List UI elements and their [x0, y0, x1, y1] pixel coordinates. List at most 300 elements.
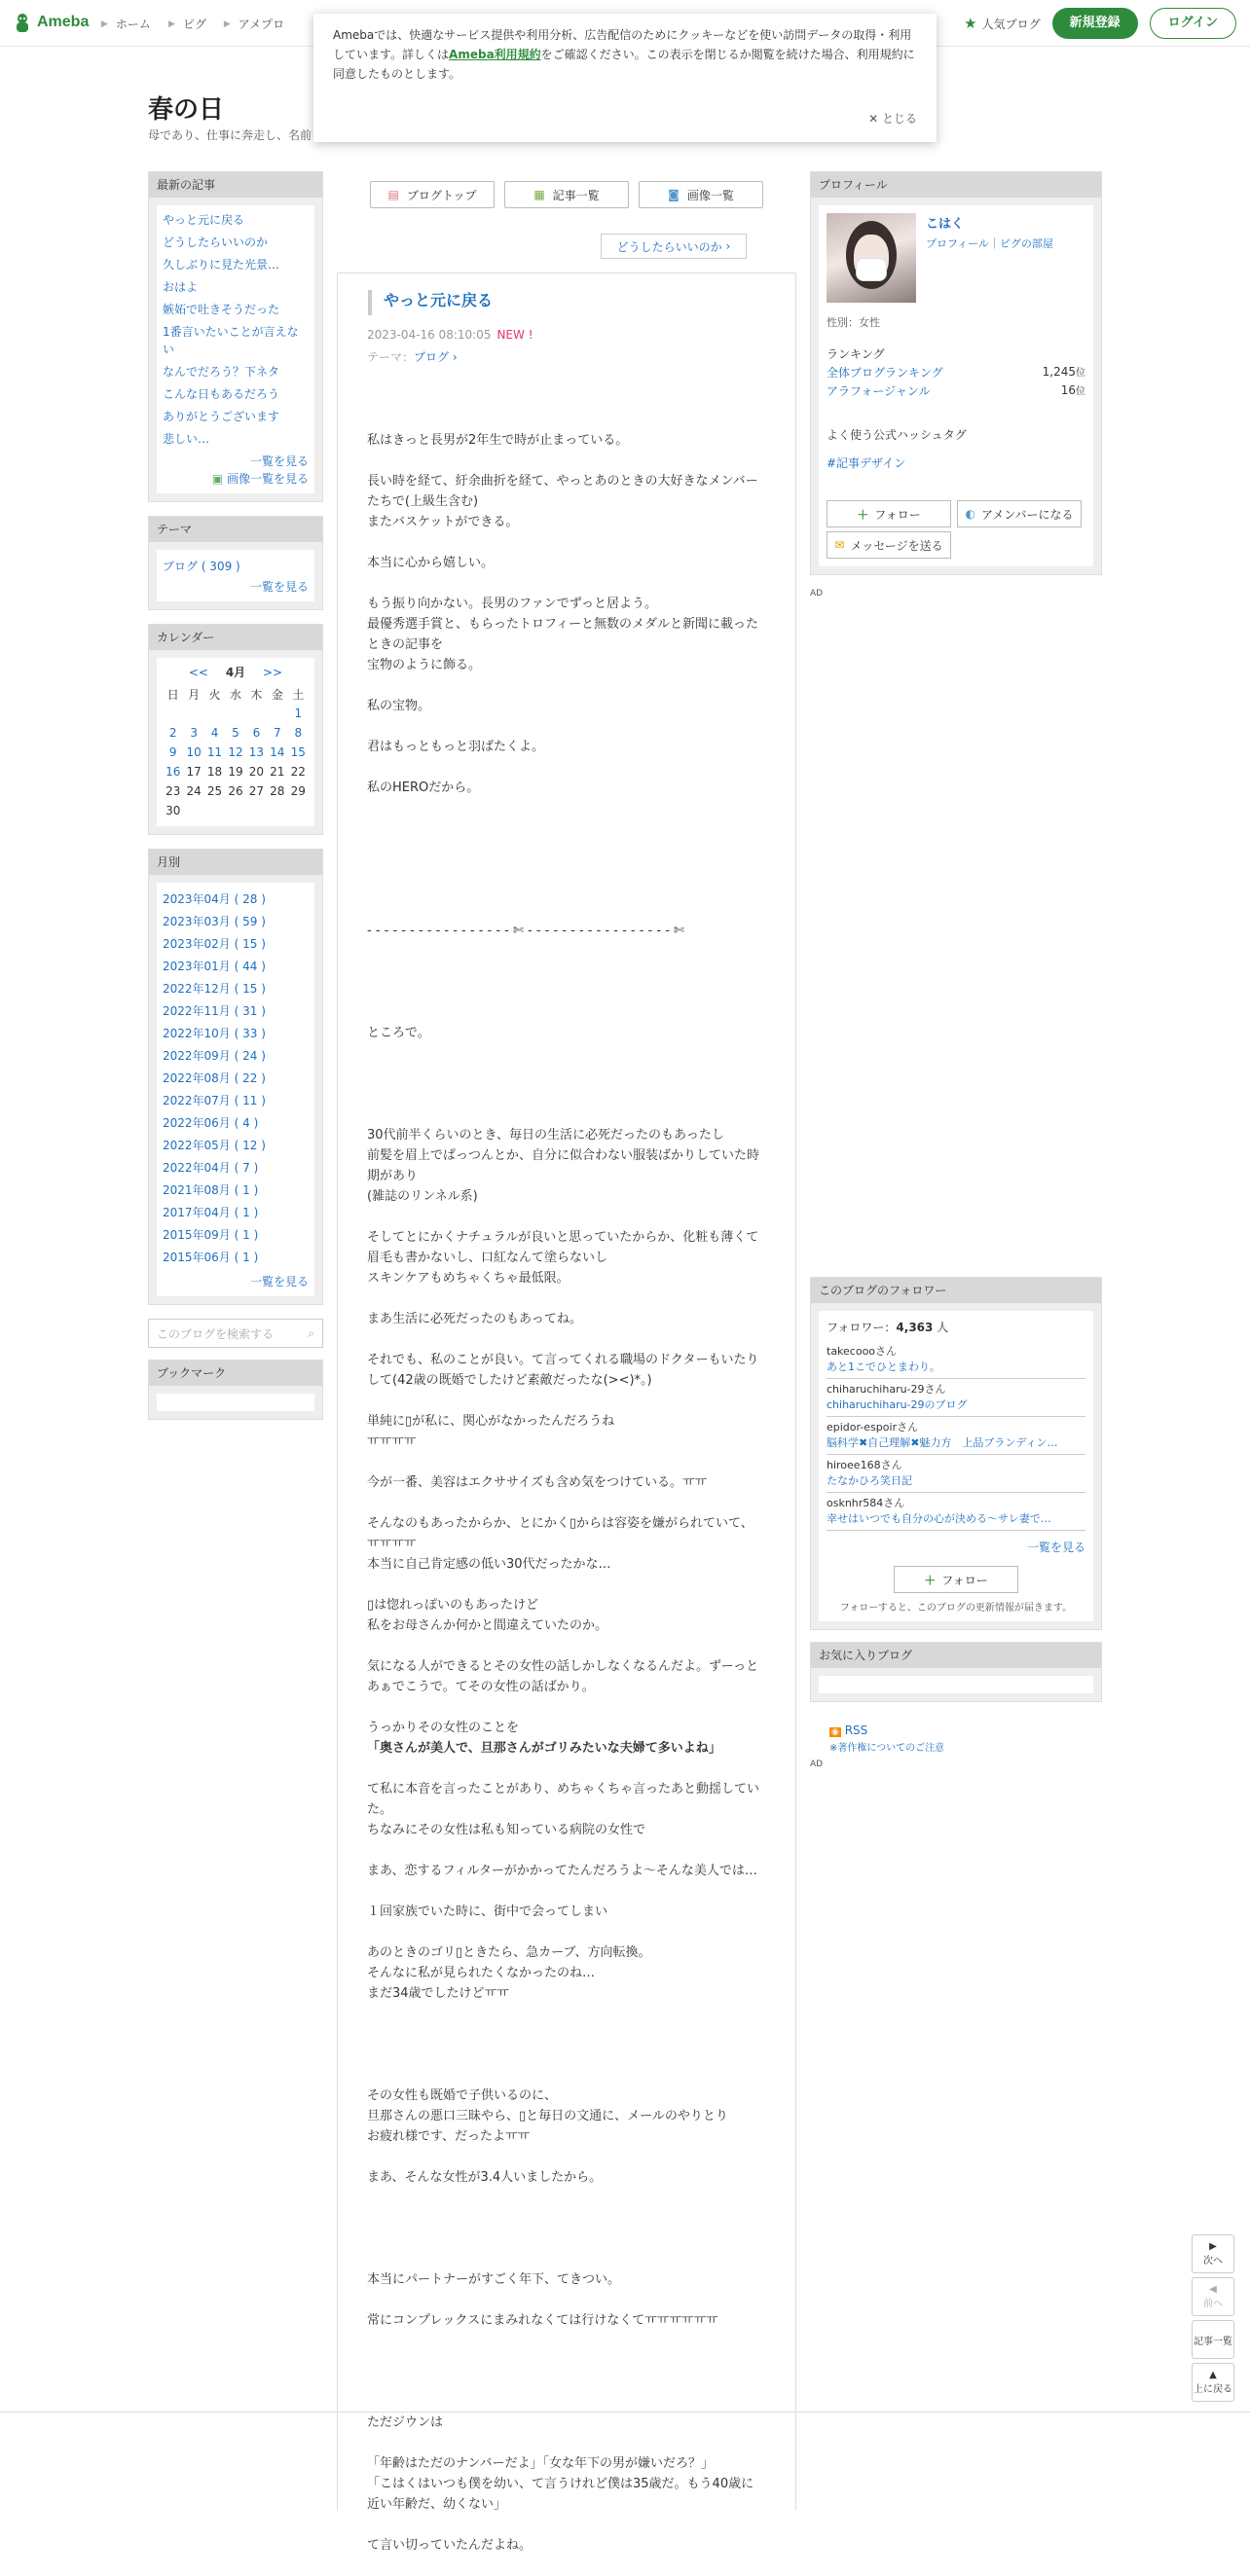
monthly-item[interactable] [163, 911, 309, 933]
entry-paragraph [367, 921, 764, 941]
monthly-item[interactable] [163, 1224, 309, 1247]
entry-line [367, 410, 764, 430]
monthly-item[interactable] [163, 889, 309, 911]
entry-line: まだ34歳でしたけどㅠㅠ [367, 1986, 509, 2001]
next-entry-label: 次へ [1203, 2256, 1223, 2267]
calendar-day[interactable]: 16 [165, 765, 181, 779]
entry-line: スキンケアもめちゃくちゃ最低限。 [367, 1271, 570, 1286]
tab-blog-top[interactable] [370, 181, 495, 208]
calendar-day: 29 [290, 784, 306, 798]
paragraph-gap [367, 2290, 764, 2310]
search-placeholder: このブログを検索する [157, 1326, 275, 1341]
recent-entry-item[interactable] [163, 408, 309, 425]
calendar-day[interactable]: 5 [232, 726, 239, 740]
profile-links[interactable]: プロフィール｜ピグの部屋 [926, 237, 1053, 250]
previous-post-label: どうしたらいいのか [616, 239, 722, 254]
paragraph-gap [367, 941, 764, 961]
header-actions [964, 8, 1236, 39]
calendar-day [267, 801, 287, 820]
monthly-list [163, 889, 309, 1269]
entry-line [367, 2229, 764, 2249]
rss-icon: ◉ [831, 1727, 839, 1737]
entry-date [367, 328, 533, 342]
prev-entry-label: 前へ [1203, 2299, 1223, 2309]
entry-line [367, 1084, 764, 1105]
nav-home[interactable] [101, 16, 151, 32]
entry-paragraph [367, 737, 764, 757]
recent-entry-item[interactable] [163, 430, 309, 448]
paragraph-gap [367, 573, 764, 594]
recent-entry-item[interactable] [163, 323, 309, 358]
monthly-item[interactable] [163, 1202, 309, 1224]
blog-tabs [370, 181, 763, 208]
ranking-value: 16 [1060, 383, 1076, 397]
calendar-day[interactable]: 14 [270, 745, 285, 759]
monthly-link[interactable]: 2023年03月 ( 59 ) [163, 915, 266, 928]
monthly-link[interactable]: 2017年04月 ( 1 ) [163, 1206, 259, 1219]
bookmark-inner [157, 1394, 314, 1411]
avatar[interactable] [827, 213, 916, 303]
entry-line: 長い時を経て、紆余曲折を経て、やっとあのときの大好きなメンバーたちで(上級生含む) [367, 474, 758, 509]
paragraph-gap [367, 1452, 764, 1472]
prev-entry-button[interactable] [1192, 2277, 1234, 2316]
entry-paragraph [367, 2269, 764, 2290]
theme-more-label[interactable]: 一覧を見る [249, 580, 309, 594]
entry-line: その女性も既婚で子供いるのに、 [367, 2088, 558, 2103]
hashtag-link[interactable] [827, 454, 1085, 471]
calendar-week-row [163, 743, 309, 762]
entry-title[interactable]: やっと元に戻る [368, 290, 493, 315]
calendar-day[interactable]: 6 [252, 726, 261, 740]
monthly-item[interactable] [163, 1135, 309, 1157]
entry-paragraph [367, 1064, 764, 1105]
entry-body [367, 389, 764, 2576]
paragraph-gap [367, 1002, 764, 1023]
calendar-day [183, 801, 203, 820]
recent-entry-item[interactable] [163, 234, 309, 251]
follower-blog-link[interactable]: あと1こでひとまわり。 [827, 1361, 940, 1373]
recent-entry-link[interactable]: ありがとうございます [163, 410, 280, 423]
monthly-item[interactable] [163, 1112, 309, 1135]
followers-box [810, 1277, 1102, 1630]
entry-paragraph [367, 1779, 764, 1840]
ranking-label[interactable]: 全体ブログランキング [827, 366, 943, 380]
calendar-day[interactable]: 3 [190, 726, 198, 740]
ranking-row [827, 364, 1085, 381]
recent-entry-item[interactable] [163, 385, 309, 403]
ranking-value-wrap [1061, 382, 1085, 399]
monthly-more-link[interactable] [163, 1273, 309, 1290]
recent-entry-item[interactable] [163, 211, 309, 229]
calendar-day: 30 [165, 804, 181, 817]
paragraph-gap [367, 1493, 764, 1513]
calendar-day: 27 [248, 784, 265, 798]
calendar-prev[interactable]: << [188, 666, 208, 679]
follower-item[interactable] [827, 1379, 1085, 1417]
entry-paragraph [367, 553, 764, 573]
monthly-item[interactable] [163, 1045, 309, 1068]
follow-note: フォローすると、このブログの更新情報が届きます。 [839, 1603, 1073, 1614]
recent-entry-link[interactable]: 嫉妬で吐きそうだった [163, 303, 280, 316]
calendar-week-row [163, 723, 309, 743]
paragraph-gap [367, 451, 764, 471]
ameba-logo[interactable] [12, 12, 89, 33]
monthly-link[interactable]: 2022年05月 ( 12 ) [163, 1139, 266, 1152]
paragraph-gap [367, 1697, 764, 1718]
calendar-day[interactable]: 7 [274, 726, 281, 740]
monthly-item[interactable] [163, 1000, 309, 1023]
calendar-weekday: 月 [188, 687, 201, 702]
chevron-right-icon: › [725, 239, 731, 253]
copyright-link[interactable] [829, 1739, 1102, 1754]
entry-paragraph [367, 389, 764, 451]
monthly-inner [157, 883, 314, 1296]
follow-label-2: フォロー [941, 1573, 988, 1587]
entry-line [367, 389, 764, 410]
calendar-day[interactable]: 9 [168, 745, 177, 759]
calendar-nav [163, 664, 309, 680]
entry-line [367, 880, 764, 900]
nav-amepro[interactable] [224, 16, 284, 32]
entry-paragraph [367, 1309, 764, 1329]
search-icon[interactable]: ⌕ [308, 1325, 314, 1340]
login-button[interactable]: ログイン [1150, 8, 1236, 39]
monthly-item[interactable] [163, 978, 309, 1000]
calendar-day: 26 [228, 784, 243, 798]
monthly-link[interactable]: 2022年07月 ( 11 ) [163, 1094, 266, 1107]
monthly-link[interactable]: 2023年02月 ( 15 ) [163, 937, 266, 951]
entry-paragraph [367, 961, 764, 1002]
entry-line: 「年齢はただのナンバーだよ」「女な年下の男が嫌いだろ？」 [367, 2456, 714, 2471]
calendar-weekday: 木 [250, 687, 263, 702]
followers-more-label[interactable]: 一覧を見る [1026, 1541, 1085, 1554]
entry-paragraph [367, 1472, 764, 1493]
cookie-text-2: をご確認ください。この表示を閉じるか閲覧を続けた場合、利用規約に同意したものとします。 [333, 48, 915, 81]
entry-line [367, 2208, 764, 2229]
recent-entry-link[interactable]: やっと元に戻る [163, 213, 245, 227]
entry-paragraph [367, 1656, 764, 1697]
follower-item[interactable] [827, 1341, 1085, 1379]
monthly-item[interactable] [163, 933, 309, 956]
entry-list-button[interactable] [1192, 2320, 1234, 2359]
entry-line [367, 982, 764, 1002]
monthly-heading: 月別 [149, 850, 322, 875]
tab-entry-list-label: 記事一覧 [552, 188, 600, 202]
entry-paragraph [367, 1227, 764, 1288]
follower-item[interactable] [827, 1493, 1085, 1531]
calendar-day[interactable]: 11 [206, 745, 223, 759]
ranking-heading: ランキング [827, 347, 885, 361]
entry-line: 最優秀選手賞と、もらったトロフィーと無数のメダルと新聞に載ったときの記事を [367, 617, 758, 652]
monthly-item[interactable] [163, 1068, 309, 1090]
follow-label: フォロー [874, 507, 921, 522]
entry-paragraph [367, 1595, 764, 1636]
calendar-weekday: 金 [271, 687, 283, 702]
entry-paragraph [367, 1125, 764, 1207]
hashtag-label[interactable]: #記事デザイン [827, 456, 906, 470]
calendar-day[interactable]: 13 [248, 745, 265, 759]
blog-icon: ▤ [387, 188, 399, 201]
entry-line: 旦那さんの悪口三昧やら、▯と毎日の文通に、メールのやりとり [367, 2109, 728, 2123]
entry-paragraph [367, 1513, 764, 1575]
monthly-item[interactable] [163, 956, 309, 978]
monthly-link[interactable]: 2023年04月 ( 28 ) [163, 892, 266, 906]
calendar-week-row [163, 781, 309, 801]
ranking-unit: 位 [1076, 386, 1085, 397]
profile-heading: プロフィール [811, 172, 1101, 198]
rss-label[interactable]: RSS [844, 1723, 868, 1737]
monthly-link[interactable]: 2022年10月 ( 33 ) [163, 1027, 266, 1040]
bookmark-box [148, 1360, 323, 1420]
calendar-day[interactable]: 15 [290, 745, 306, 759]
monthly-item[interactable] [163, 1247, 309, 1269]
profile-name[interactable]: こはく [926, 217, 965, 232]
blog-description: 母であり、仕事に奔走し、名前 [148, 128, 312, 142]
plus-icon: ＋ [924, 1573, 937, 1587]
play-icon: ▶ [1209, 2241, 1217, 2252]
calendar-next[interactable]: >> [263, 666, 283, 679]
entry-paragraph [367, 818, 764, 900]
recent-more-link[interactable] [163, 453, 309, 470]
monthly-link[interactable]: 2021年08月 ( 1 ) [163, 1183, 259, 1197]
register-button[interactable]: 新規登録 [1052, 8, 1138, 39]
paragraph-gap [367, 2147, 764, 2167]
recent-entry-link[interactable]: 1番言いたいことが言えない [163, 325, 299, 356]
monthly-link[interactable]: 2022年09月 ( 24 ) [163, 1049, 266, 1063]
paragraph-gap [367, 1922, 764, 1942]
calendar-day [267, 704, 287, 723]
recent-more-label[interactable]: 一覧を見る [249, 454, 309, 468]
chevron-right-icon: ▶ [223, 18, 231, 29]
tab-image-list[interactable] [639, 181, 763, 208]
recent-entry-link[interactable]: 悲しい… [163, 432, 210, 446]
popular-blog-link[interactable] [964, 15, 1040, 32]
recent-entries-box [148, 171, 323, 502]
close-icon: ✕ [868, 112, 882, 126]
entry-paragraph [367, 2310, 764, 2331]
calendar-day [246, 801, 267, 820]
entry-theme-link[interactable]: ブログ [414, 350, 450, 364]
entry-line: １回家族でいた時に、街中で会ってしまい [367, 1905, 608, 1919]
blog-search-input[interactable] [148, 1319, 323, 1348]
monthly-link[interactable]: 2023年01月 ( 44 ) [163, 960, 266, 973]
profile-gender: 性別：女性 [827, 316, 880, 329]
calendar-day [246, 704, 267, 723]
entry-line: まあ、恋するフィルターがかかってたんだろうよ〜そんな美人では… [367, 1864, 757, 1878]
paragraph-gap [367, 1043, 764, 1064]
entry-line: そしてとにかくナチュラルが良いと思っていたからか、化粧も薄くて [367, 1230, 759, 1245]
chevron-right-icon: ▶ [101, 18, 108, 29]
follower-item[interactable] [827, 1417, 1085, 1455]
calendar-day: 25 [206, 784, 223, 798]
monthly-box [148, 849, 323, 1305]
ranking-label[interactable]: アラフォージャンル [827, 384, 931, 398]
monthly-item[interactable] [163, 1179, 309, 1202]
followers-inner [819, 1311, 1093, 1621]
profile-inner [819, 205, 1093, 566]
monthly-more-label[interactable]: 一覧を見る [249, 1275, 309, 1288]
monthly-item[interactable] [163, 1090, 309, 1112]
calendar-day: 18 [206, 765, 223, 779]
calendar-day [204, 704, 225, 723]
theme-more-link[interactable] [163, 578, 309, 596]
recent-entry-link[interactable]: どうしたらいいのか [163, 236, 269, 249]
calendar-day[interactable]: 12 [228, 745, 243, 759]
calendar-day [204, 801, 225, 820]
monthly-item[interactable] [163, 1023, 309, 1045]
paragraph-gap [367, 2433, 764, 2453]
paragraph-gap [367, 1391, 764, 1411]
calendar-day[interactable]: 4 [210, 726, 219, 740]
entry-line: て私に本音を言ったことがあり、めちゃくちゃ言ったあと動揺していた。 [367, 1782, 760, 1817]
chevron-right-icon: › [452, 350, 458, 364]
global-nav [101, 16, 284, 32]
theme-item-label[interactable]: ブログ ( 309 ) [163, 560, 240, 573]
monthly-link[interactable]: 2022年06月 ( 4 ) [163, 1116, 259, 1130]
paragraph-gap [367, 2556, 764, 2576]
calendar-day: 28 [270, 784, 285, 798]
cookie-close-button[interactable] [868, 109, 917, 128]
entry-line: まあ生活に必死だったのもあってね。 [367, 1312, 582, 1326]
images-link[interactable] [163, 470, 309, 488]
star-icon: ★ [964, 15, 977, 32]
hashtag-heading: よく使う公式ハッシュタグ [827, 428, 967, 442]
copyright-label[interactable]: ※著作権についてのご注意 [829, 1743, 945, 1754]
favorite-blogs-box [810, 1642, 1102, 1702]
calendar-day[interactable]: 8 [294, 726, 303, 740]
entry-line: 私のHEROだから。 [367, 780, 480, 795]
calendar-weekday: 水 [229, 687, 241, 702]
amember-button[interactable] [957, 500, 1082, 527]
calendar-weekday: 土 [292, 687, 305, 702]
paragraph-gap [367, 2065, 764, 2086]
terms-link[interactable]: Ameba利用規約 [449, 48, 541, 61]
recent-entry-link[interactable]: なんでだろう？下ネタ [163, 365, 280, 379]
follow-button-2[interactable] [894, 1566, 1018, 1593]
back-to-top-button[interactable] [1192, 2363, 1234, 2402]
calendar-day: 24 [186, 784, 202, 798]
mail-icon: ✉ [834, 538, 845, 552]
recent-entry-item[interactable] [163, 256, 309, 273]
left-sidebar [148, 171, 323, 1433]
entry-line: 30代前半くらいのとき、毎日の生活に必死だったのもあったし [367, 1128, 724, 1143]
next-entry-button[interactable] [1192, 2234, 1234, 2273]
follow-button[interactable] [827, 500, 951, 527]
recent-entry-link[interactable]: おはよ [163, 280, 199, 294]
follower-name: chiharuchiharu-29さん [827, 1383, 946, 1396]
theme-item[interactable] [163, 556, 309, 578]
entry-line: 本当にパートナーがすごく年下、てきつい。 [367, 2272, 621, 2287]
previous-post-link[interactable] [601, 234, 747, 259]
entry-line: 宝物のように飾る。 [367, 658, 482, 672]
monthly-item[interactable] [163, 1157, 309, 1179]
calendar-weekday: 火 [208, 687, 221, 702]
entry-paragraph [367, 2535, 764, 2556]
rss-link[interactable] [829, 1723, 1102, 1737]
follower-item[interactable] [827, 1455, 1085, 1493]
monthly-link[interactable]: 2022年12月 ( 15 ) [163, 982, 266, 996]
follower-blog-link[interactable]: たなかひろ笑日記 [827, 1474, 912, 1487]
ranking-value: 1,245 [1042, 365, 1076, 379]
tab-entry-list[interactable] [504, 181, 629, 208]
recent-entry-item[interactable] [163, 278, 309, 296]
paragraph-gap [367, 757, 764, 778]
bookmark-heading: ブックマーク [149, 1361, 322, 1386]
paragraph-gap [367, 1840, 764, 1861]
ameba-logo-icon [12, 12, 33, 33]
message-button[interactable] [827, 531, 951, 559]
follower-name: takecoooさん [827, 1345, 898, 1358]
monthly-link[interactable]: 2015年06月 ( 1 ) [163, 1251, 259, 1264]
follower-blog-link[interactable]: chiharuchiharu-29のブログ [827, 1398, 968, 1411]
ranking-row [827, 382, 1085, 399]
entry-line: て言い切っていたんだよね。 [367, 2538, 533, 2553]
monthly-link[interactable]: 2022年04月 ( 7 ) [163, 1161, 259, 1175]
recent-entry-item[interactable] [163, 363, 309, 381]
calendar-day[interactable]: 2 [168, 726, 177, 740]
entry-line: ところで。 [367, 1026, 430, 1040]
message-label: メッセージを送る [850, 538, 943, 553]
followers-section [810, 1277, 1102, 1769]
entry-line: ▯は惚れっぽいのもあったけど [367, 1598, 539, 1613]
paragraph-gap [367, 1105, 764, 1125]
entry-line [367, 961, 764, 982]
calendar-day[interactable]: 10 [186, 745, 202, 759]
calendar-day[interactable]: 1 [294, 707, 303, 720]
entry-line: それでも、私のことが良い。て言ってくれる職場のドクターもいたりして(42歳の既婚でしたけど素敵だったな(><)*。) [367, 1353, 759, 1388]
recent-entry-item[interactable] [163, 301, 309, 318]
follower-blog-link[interactable]: 幸せはいつでも自分の心が決める〜サレ妻で… [827, 1512, 1051, 1525]
entry-line: 「奥さんが美人で、旦那さんがゴリみたいな夫婦て多いよね」 [367, 1741, 721, 1756]
entry-line: 前髪を眉上でぱっつんとか、自分に似合わない服装ばかりしていた時期があり [367, 1148, 760, 1183]
entry-paragraph [367, 1411, 764, 1452]
back-to-top-label: 上に戻る [1194, 2384, 1232, 2395]
entry-line: ㅠㅠㅠㅠ [367, 1434, 417, 1449]
follower-count [827, 1319, 1085, 1335]
entry-paragraph [367, 1942, 764, 2004]
calendar-day [288, 801, 309, 820]
chevron-right-icon: ▶ [167, 18, 175, 29]
image-icon: ▣ [211, 472, 224, 486]
calendar-day [225, 801, 245, 820]
entry-paragraph [367, 1861, 764, 1881]
entry-line: 「こはくはいつも僕を幼い、て言うけれど僕は35歳だ。もう40歳に近い年齢だ、幼くない」 [367, 2477, 754, 2512]
paragraph-gap [367, 1575, 764, 1595]
images-link-label[interactable]: 画像一覧を見る [226, 472, 309, 486]
follower-name: hiroee168さん [827, 1459, 902, 1471]
profile-box [810, 171, 1102, 575]
theme-inner [157, 550, 314, 601]
entry-line: もう振り向かない。長男のファンでずっと居よう。 [367, 597, 657, 611]
followers-more-link[interactable] [827, 1539, 1085, 1556]
nav-pigg[interactable] [168, 16, 206, 32]
monthly-link[interactable]: 2022年11月 ( 31 ) [163, 1004, 266, 1018]
monthly-link[interactable]: 2015年09月 ( 1 ) [163, 1228, 259, 1242]
popular-blog-label: 人気ブログ [981, 17, 1041, 31]
ranking-list [827, 364, 1085, 399]
recent-entry-link[interactable]: こんな日もあるだろう [163, 387, 280, 401]
recent-entry-link[interactable]: 久しぶりに見た光景… [163, 258, 280, 272]
calendar-box [148, 624, 323, 835]
nav-pigg-label: ピグ [182, 18, 206, 31]
entry-line: そんなに私が見られたくなかったのね… [367, 1966, 596, 1980]
blog-title[interactable]: 春の日 [148, 95, 225, 125]
follower-blog-link[interactable]: 脳科学✖自己理解✖魅力方 上品ブランディン… [827, 1436, 1058, 1449]
entry-line: 本当に心から嬉しい。 [367, 556, 495, 570]
entry-line: 私はきっと長男が2年生で時が止まっている。 [367, 433, 629, 448]
paragraph-gap [367, 1636, 764, 1656]
monthly-link[interactable]: 2022年08月 ( 22 ) [163, 1071, 266, 1085]
